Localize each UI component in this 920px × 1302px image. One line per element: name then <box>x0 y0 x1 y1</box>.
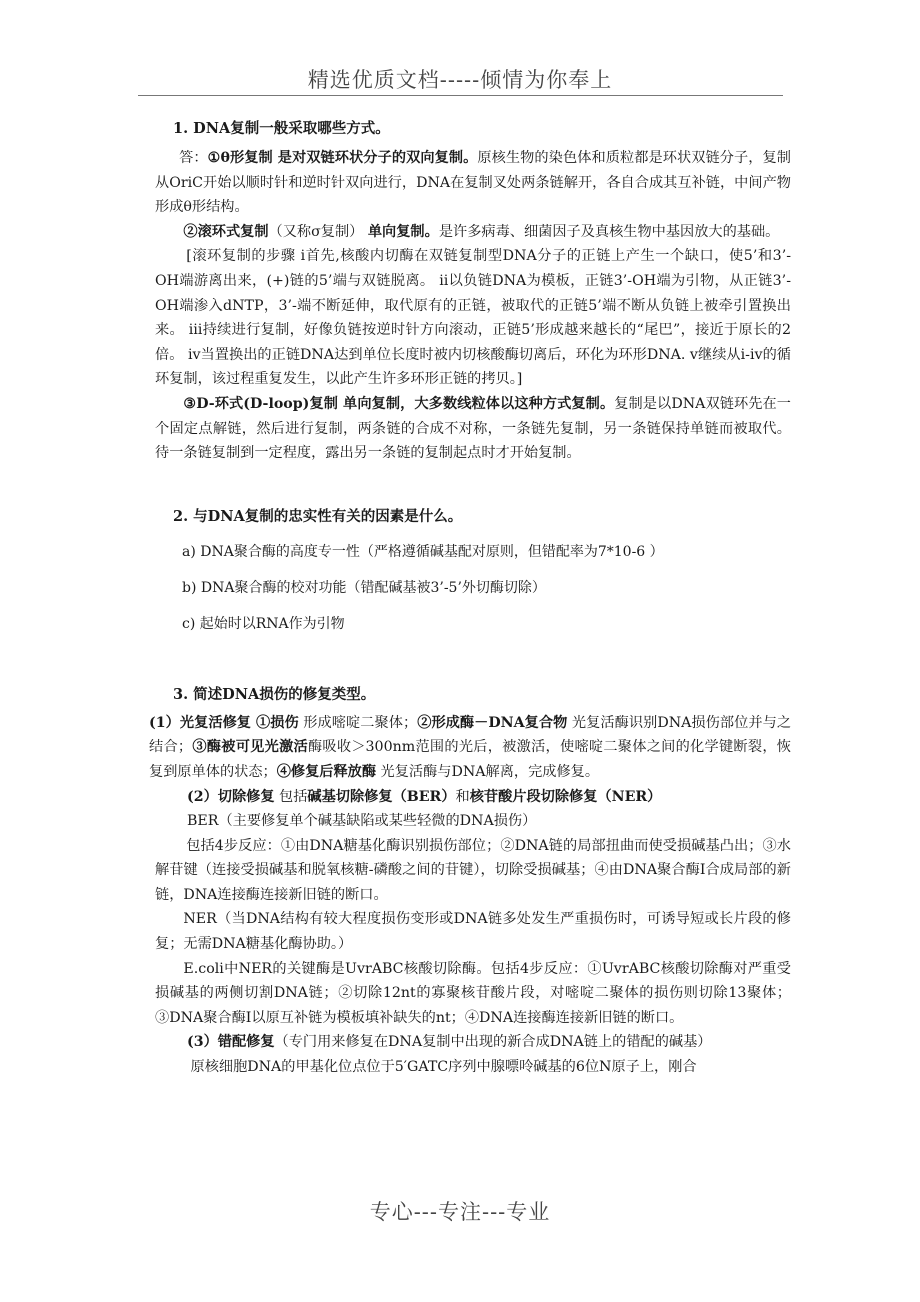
ber-label: 碱基切除修复（BER） <box>307 788 456 805</box>
rolling-circle-text: 是许多病毒、细菌因子及真核生物中基因放大的基础。 <box>438 223 780 240</box>
rolling-circle-alias: （又称σ复制） <box>268 223 368 240</box>
fidelity-factor-b: b) DNA聚合酶的校对功能（错配碱基被3’-5’外切酶切除） <box>182 579 546 596</box>
d-loop-heading: ③D-环式(D-loop)复制 单向复制，大多数线粒体以这种方式复制。 <box>183 395 615 412</box>
theta-replication-heading: ①θ形复制 是对双链环状分子的双向复制。 <box>207 150 478 166</box>
photoreactivation-step3-heading: ③酶被可见光激活 <box>192 739 308 756</box>
page-header: 精选优质文档-----倾情为你奉上 <box>307 68 613 92</box>
photoreactivation-step1-text: 形成嘧啶二聚体； <box>298 714 418 731</box>
excision-repair-text1: 包括 <box>274 788 308 805</box>
photoreactivation-step4-text: 光复活酶与DNA解离，完成修复。 <box>376 763 600 780</box>
photoreactivation-heading: (1）光复活修复 ①损伤 <box>149 714 299 731</box>
excision-repair <box>187 785 791 810</box>
page-footer: 专心---专注---专业 <box>369 1200 551 1224</box>
mismatch-repair-detail: 原核细胞DNA的甲基化位点位于5′GATC序列中腺嘌呤碱基的6位N原子上，刚合 <box>190 1059 697 1076</box>
answer-prefix: 答： <box>179 150 208 166</box>
fidelity-factor-c: c) 起始时以RNA作为引物 <box>182 615 345 632</box>
d-loop-text: 复制是以DNA双链环先在一个固定点解链，然后进行复制，两条链的合成不对称，一条链先复制，另一条链保持单链而被取代。待一条链复制到一定程度，露出另一条链的复制起点时才开始复制。 <box>155 395 791 462</box>
fidelity-factor-a: a) DNA聚合酶的高度专一性（严格遵循碱基配对原则，但错配率为7*10-6 ） <box>182 543 664 560</box>
answer-1-rolling-circle <box>155 220 791 245</box>
ner-heading: NER（当DNA结构有较大程度损伤变形或DNA链多处发生严重损伤时，可诱导短或长片段的修复；无需DNA糖基化酶协助。） <box>155 911 791 953</box>
mismatch-repair-text: （专门用来修复在DNA复制中出现的新合成DNA链上的错配的碱基） <box>274 1034 712 1051</box>
rolling-circle-direction: 单向复制。 <box>367 223 439 240</box>
header-divider <box>138 95 783 96</box>
question-2-title: 2. 与DNA复制的忠实性有关的因素是什么。 <box>173 507 463 525</box>
mismatch-repair-heading: (3）错配修复 <box>187 1034 275 1051</box>
rolling-circle-heading: ②滚环式复制 <box>183 223 269 240</box>
document-body <box>149 118 792 1080</box>
photoreactivation-repair <box>149 711 791 785</box>
ber-steps: 包括4步反应：①由DNA糖基化酶识别损伤部位；②DNA链的局部扭曲而使受损碱基凸出；③水解苷键（连接受损碱基和脱氧核糖-磷酸之间的苷键），切除受损碱基；④由DNA聚合酶Ⅰ合成局部的新链，DNA连接酶连接新旧链的断口。 <box>155 837 791 903</box>
ber-heading: BER（主要修复单个碱基缺陷或某些轻微的DNA损伤） <box>187 813 537 830</box>
question-1-title: 1. DNA复制一般采取哪些方式。 <box>173 120 390 137</box>
photoreactivation-step4-heading: ④修复后释放酶 <box>276 763 377 780</box>
photoreactivation-step2-text: 光复活酶识别DNA损伤部位并与之结合； <box>149 714 792 756</box>
ner-steps: E.coli中NER的关键酶是UvrABC核酸切除酶。包括4步反应：①UvrABC核酸切除酶对严重受损碱基的两侧切割DNA链；②切除12nt的寡聚核苷酸片段，对嘧啶二聚体的损伤则切除13聚体；③DNA聚合酶Ⅰ以原互补链为模板填补缺失的nt；④DNA连接酶连接新旧链的断口。 <box>155 960 791 1026</box>
answer-1-d-loop <box>155 392 791 466</box>
question-3-title: 3. 简述DNA损伤的修复类型。 <box>173 685 376 703</box>
rolling-circle-steps: [滚环复制的步骤 ⅰ首先,核酸内切酶在双链复制型DNA分子的正链上产生一个缺口，使5’和3’-OH端游离出来，(+)链的5’端与双链脱离。 ⅱ以负链DNA为模板，正链3’-OH端为引物，从正链3’-OH端渗入dNTP，3’-端不断延伸，取代原有的正链，被取代的正链5’端不断从负链上被牵引置换出来。 ⅲ持续进行复制，好像负链按逆时针方向滚动，正链5’形成越来越长的“尾巴”，接近于原长的2倍。 ⅳ当置换出的正链DNA达到单位长度时被内切核酸酶切离后，环化为环形DNA. ⅴ继续从ⅰ-ⅳ的循环复制，该过程重复发生，以此产生许多环形正链的拷贝。] <box>155 248 791 388</box>
photoreactivation-step3-text: 酶吸收＞300nm范围的光后，被激活，使嘧啶二聚体之间的化学键断裂，恢复到原单体的状态； <box>149 739 791 780</box>
theta-replication-text: 原核生物的染色体和质粒都是环状双链分子，复制从OriC开始以顺时针和逆时针双向进行，DNA在复制叉处两条链解开，各自合成其互补链，中间产物形成θ形结构。 <box>155 150 791 216</box>
excision-repair-heading: (2）切除修复 <box>187 788 275 805</box>
mismatch-repair <box>187 1030 791 1055</box>
ner-label: 核苷酸片段切除修复（NER） <box>469 788 662 805</box>
photoreactivation-step2-heading: ②形成酶－DNA复合物 <box>417 714 568 731</box>
answer-1-theta <box>155 146 791 220</box>
excision-repair-text2: 和 <box>455 788 470 805</box>
